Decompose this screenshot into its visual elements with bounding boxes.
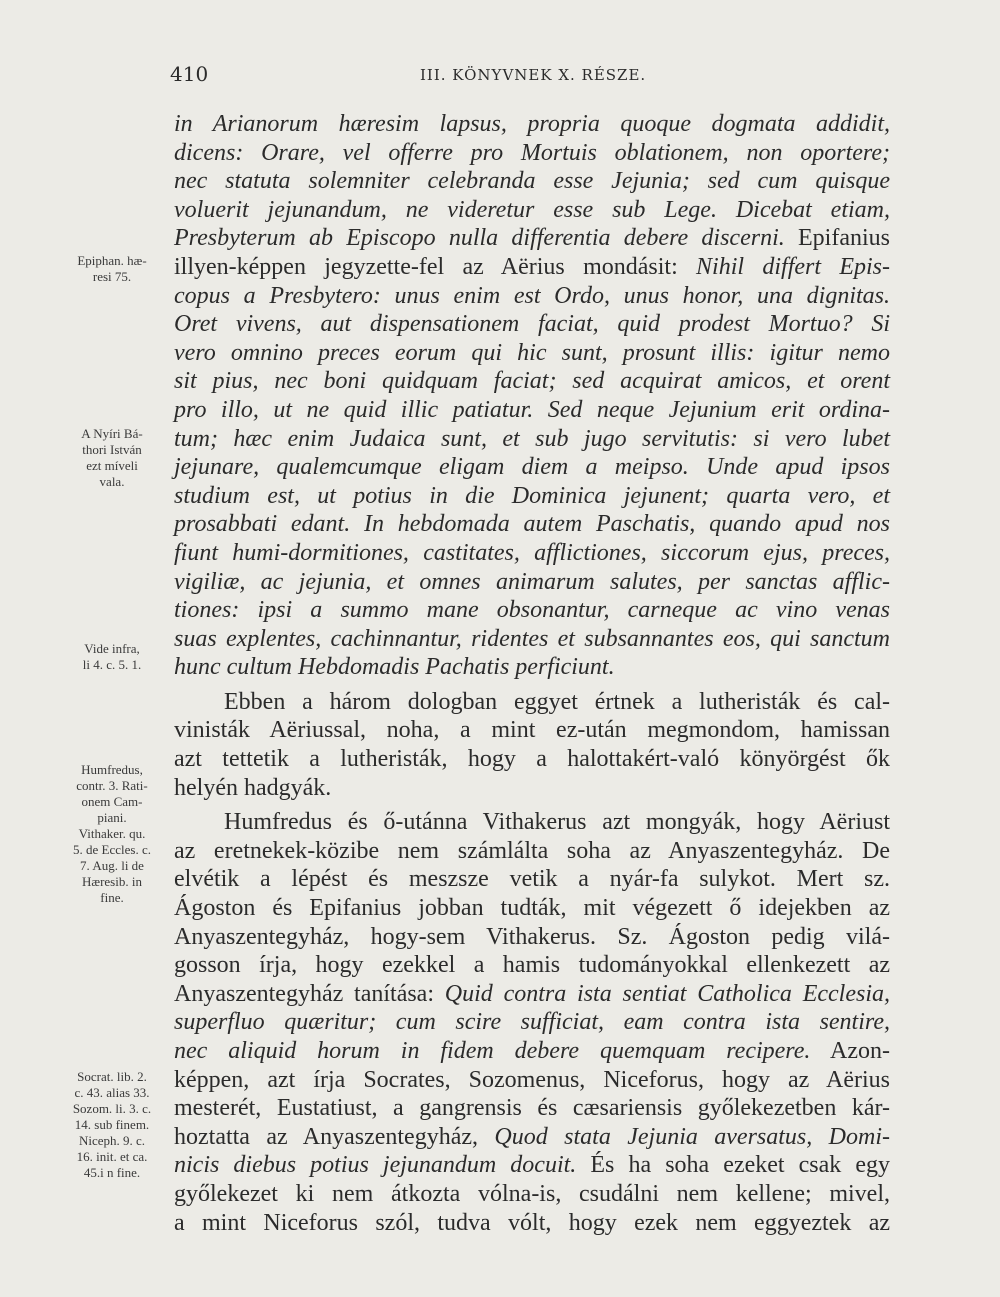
text-line bbox=[174, 110, 890, 139]
text-line bbox=[174, 396, 890, 425]
hungarian-text: hoztatta az Anyaszentegyház, bbox=[174, 1123, 495, 1150]
margin-note-line: 5. de Eccles. c. bbox=[73, 842, 151, 857]
text-line bbox=[174, 596, 890, 625]
margin-note bbox=[56, 762, 168, 906]
latin-quote-text: nec aliquid horum in fidem debere quemquam recipere. bbox=[174, 1038, 811, 1064]
running-head: III. KÖNYVNEK X. RÉSZE. bbox=[420, 66, 647, 84]
latin-quote-text: in Arianorum hæresim lapsus, propria quoque dogmata addidit, bbox=[174, 111, 890, 137]
text-line bbox=[174, 139, 890, 168]
margin-note-line: vala. bbox=[99, 474, 125, 489]
margin-note-line: 16. init. et ca. bbox=[76, 1149, 148, 1164]
text-line bbox=[174, 774, 890, 803]
text-line bbox=[174, 224, 890, 253]
latin-quote-text: copus a Presbytero: unus enim est Ordo, unus honor, una dignitas. bbox=[174, 282, 890, 309]
margin-note-line: thori István bbox=[82, 442, 142, 457]
text-line bbox=[174, 1180, 890, 1209]
latin-quote-text: Quid contra ista sentiat Catholica Ecclesia, bbox=[444, 980, 890, 1007]
text-line bbox=[174, 453, 890, 482]
text-line bbox=[174, 539, 890, 568]
text-line bbox=[174, 625, 890, 654]
text-line bbox=[174, 1151, 890, 1180]
hungarian-text: Humfredus és ő-utánna Vithakerus azt mongyák, hogy Aëriust bbox=[224, 809, 890, 836]
margin-note bbox=[56, 1069, 168, 1181]
margin-note bbox=[56, 426, 168, 490]
latin-quote-text: vero omnino preces eorum qui hic sunt, prosunt illis: igitur nemo bbox=[174, 339, 890, 366]
margin-note-line: Niceph. 9. c. bbox=[78, 1133, 146, 1148]
margin-note-line: Sozom. li. 3. c. bbox=[72, 1101, 152, 1116]
text-line bbox=[174, 1037, 890, 1066]
latin-quote-text: Quod stata Jejunia aversatus, Domi- bbox=[494, 1123, 891, 1150]
text-line bbox=[174, 253, 890, 282]
margin-note-line: c. 43. alias 33. bbox=[74, 1085, 150, 1100]
latin-quote-text: superfluo quæritur; cum scire sufficiat, eam contra ista sentire, bbox=[174, 1009, 890, 1036]
latin-quote-text: tum; hæc enim Judaica sunt, et sub jugo servitutis: si vero lubet bbox=[174, 425, 890, 452]
text-line bbox=[174, 367, 890, 396]
hungarian-text: Epifanius bbox=[784, 225, 890, 252]
text-line bbox=[174, 653, 890, 682]
margin-note-line: Vithaker. qu. bbox=[78, 826, 146, 841]
latin-quote-text: hunc cultum Hebdomadis Pachatis perficiunt. bbox=[174, 654, 615, 681]
text-line bbox=[174, 894, 890, 923]
latin-quote-text: Nihil differt Epis- bbox=[696, 253, 890, 280]
text-line bbox=[174, 510, 890, 539]
page-number: 410 bbox=[170, 62, 209, 86]
text-line bbox=[174, 339, 890, 368]
latin-quote-text: voluerit jejunandum, ne videretur esse sub Lege. Dicebat etiam, bbox=[174, 196, 890, 223]
text-line bbox=[174, 951, 890, 980]
text-line bbox=[174, 980, 890, 1009]
latin-quote-text: fiunt humi-dormitiones, castitates, afflictiones, siccorum ejus, preces, bbox=[174, 539, 890, 566]
margin-note-line: onem Cam- bbox=[81, 794, 143, 809]
hungarian-text: elvétik a lépést és meszsze vetik a nyár-fa sulykot. Mert sz. bbox=[174, 866, 890, 893]
hungarian-text: Azon- bbox=[810, 1038, 890, 1064]
latin-quote-text: nec statuta solemniter celebranda esse Jejunia; sed cum quisque bbox=[174, 168, 890, 195]
text-line bbox=[174, 745, 890, 774]
latin-quote-text: suas explentes, cachinnantur, ridentes et subsannantes eos, qui sanctum bbox=[174, 625, 890, 652]
margin-note-line: contr. 3. Rati- bbox=[76, 778, 148, 793]
text-line bbox=[174, 688, 890, 717]
text-line bbox=[174, 282, 890, 311]
margin-note-line: Epiphan. hæ- bbox=[77, 253, 147, 268]
latin-quote-text: dicens: Orare, vel offerre pro Mortuis oblationem, non oportere; bbox=[174, 139, 890, 166]
latin-quote-text: sit pius, nec boni quidquam faciat; sed acquirat amicos, et orent bbox=[174, 368, 890, 395]
margin-note-line: resi 75. bbox=[92, 269, 132, 284]
margin-note-line: 7. Aug. li de bbox=[80, 858, 144, 873]
hungarian-text: Anyaszentegyház, hogy-sem Vithakerus. Sz. Ágoston pedig vilá- bbox=[174, 923, 890, 950]
text-line bbox=[174, 482, 890, 511]
latin-quote-text: pro illo, ut ne quid illic patiatur. Sed neque Jejunium erit ordina- bbox=[174, 396, 890, 423]
margin-note bbox=[56, 641, 168, 673]
margin-note-line: Socrat. lib. 2. bbox=[77, 1069, 147, 1084]
margin-note-line: ezt míveli bbox=[86, 458, 138, 473]
hungarian-text: gosson írja, hogy ezekkel a hamis tudományokkal ellenkezett az bbox=[174, 952, 890, 979]
latin-quote-text: tiones: ipsi a summo mane obsonantur, carneque ac vino venas bbox=[174, 597, 890, 624]
latin-quote-text: studium est, ut potius in die Dominica jejunent; quarta vero, et bbox=[174, 482, 890, 509]
hungarian-text: És ha soha ezeket csak egy bbox=[576, 1152, 890, 1179]
hungarian-text: Ebben a három dologban eggyet értnek a lutheristák és cal- bbox=[224, 688, 890, 715]
margin-note-line: piani. bbox=[97, 810, 127, 825]
text-line bbox=[174, 716, 890, 745]
hungarian-text: a mint Niceforus szól, tudva vólt, hogy ezek nem eggyeztek az bbox=[174, 1209, 890, 1236]
margin-note bbox=[56, 253, 168, 285]
latin-quote-text: vigiliæ, ac jejunia, et omnes animarum salutes, per sanctas afflic- bbox=[174, 568, 890, 595]
text-line bbox=[174, 1209, 890, 1238]
margin-note-line: Vide infra, bbox=[84, 641, 140, 656]
margin-note-line: Hæresib. in bbox=[82, 874, 142, 889]
text-line bbox=[174, 1008, 890, 1037]
margin-note-line: 14. sub finem. bbox=[74, 1117, 150, 1132]
hungarian-text: Ágoston és Epifanius jobban tudták, mit végezett ő idejekben az bbox=[174, 895, 890, 922]
hungarian-text: képpen, azt írja Socrates, Sozomenus, Niceforus, hogy az Aërius bbox=[174, 1066, 890, 1093]
hungarian-text: vinisták Aëriussal, noha, a mint ez-után megmondom, hamissan bbox=[174, 717, 890, 744]
text-line bbox=[174, 865, 890, 894]
text-line bbox=[174, 1094, 890, 1123]
margin-note-line: li 4. c. 5. 1. bbox=[82, 657, 142, 672]
margin-note-line: fine. bbox=[100, 890, 124, 905]
text-line bbox=[174, 837, 890, 866]
hungarian-text: az eretnekek-közibe nem számlálta soha az Anyaszentegyház. De bbox=[174, 837, 890, 864]
text-line bbox=[174, 1066, 890, 1095]
latin-quote-text: Oret vivens, aut dispensationem faciat, quid prodest Mortuo? Si bbox=[174, 311, 890, 338]
text-line bbox=[174, 425, 890, 454]
text-line bbox=[174, 1123, 890, 1152]
latin-quote-text: jejunare, qualemcumque eligam diem a meipso. Unde apud ipsos bbox=[174, 454, 890, 481]
margin-note-line: 45.i n fine. bbox=[83, 1165, 141, 1180]
body-text bbox=[174, 110, 890, 1237]
hungarian-text: mesterét, Eustatiust, a gangrensis és cæsariensis győlekezetben kár- bbox=[174, 1095, 890, 1122]
latin-quote-text: Presbyterum ab Episcopo nulla differentia debere discerni. bbox=[174, 225, 785, 252]
hungarian-text: győlekezet ki nem átkozta vólna-is, csudálni nem kellene; mivel, bbox=[174, 1180, 890, 1207]
margin-note-line: A Nyíri Bá- bbox=[81, 426, 143, 441]
hungarian-text: azt tettetik a lutheristák, hogy a halottakért-való könyörgést ők bbox=[174, 746, 890, 773]
text-line bbox=[174, 568, 890, 597]
text-line bbox=[174, 167, 890, 196]
margin-note-line: Humfredus, bbox=[81, 762, 143, 777]
hungarian-text: illyen-képpen jegyzette-fel az Aërius mondásit: bbox=[174, 253, 697, 280]
text-line bbox=[174, 196, 890, 225]
hungarian-text: Anyaszentegyház tanítása: bbox=[174, 980, 445, 1007]
latin-quote-text: nicis diebus potius jejunandum docuit. bbox=[174, 1152, 577, 1179]
text-line bbox=[174, 923, 890, 952]
hungarian-text: helyén hadgyák. bbox=[174, 774, 332, 801]
text-line bbox=[174, 310, 890, 339]
latin-quote-text: prosabbati edant. In hebdomada autem Paschatis, quando apud nos bbox=[174, 511, 890, 538]
text-line bbox=[174, 808, 890, 837]
